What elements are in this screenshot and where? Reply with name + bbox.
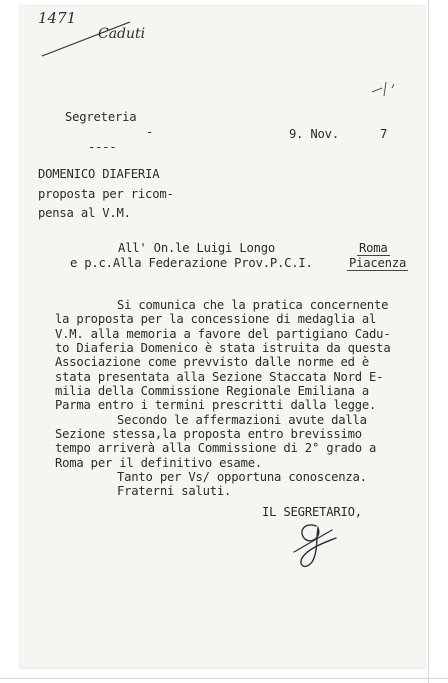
body-line-8: Parma entro i termini prescritti dalla legge. — [55, 398, 377, 412]
subject-line-2: proposta per ricom- — [38, 187, 174, 201]
recipient-line-1: All' On.le Luigi Longo — [118, 241, 276, 255]
body-line-14: Fraterni saluti. — [117, 484, 232, 498]
body-line-12: Roma per il definitivo esame. — [55, 456, 262, 470]
office-dash: - — [146, 125, 154, 139]
letter-date: 9. Nov. — [289, 127, 339, 141]
body-line-3: V.M. alla memoria a favore del partigiano Cadu- — [55, 327, 391, 341]
signatory-title: IL SEGRETARIO, — [262, 505, 362, 519]
body-line-11: tempo arriverà alla Commissione di 2° grado a — [55, 441, 377, 455]
subject-line-1: DOMENICO DIAFERIA — [38, 167, 160, 181]
body-line-4: to Diaferia Domenico è stata istruita da questa — [55, 341, 391, 355]
recipient-city-2: Piacenza — [349, 256, 407, 270]
subject-line-3: pensa al V.M. — [38, 206, 131, 220]
body-line-13: Tanto per Vs/ opportuna conoscenza. — [117, 470, 367, 484]
body-line-7: milia della Commissione Regionale Emiliana a — [55, 384, 370, 398]
recipient-line-2: e p.c.Alla Federazione Prov.P.C.I. — [70, 256, 313, 270]
recipient-city-1: Roma — [359, 241, 388, 255]
body-line-9: Secondo le affermazioni avute dalla — [117, 413, 367, 427]
body-line-2: la proposta per la concessione di medaglia al — [55, 312, 377, 326]
date-fragment: 7 — [380, 127, 388, 141]
body-line-5: Associazione come prevvisto dalle norme ed è — [55, 355, 370, 369]
office-rule: ---- — [88, 140, 117, 154]
office-label: Segreteria — [65, 110, 137, 124]
handwritten-note: Caduti — [98, 26, 146, 42]
body-line-6: stata presentata alla Sezione Staccata Nord E- — [55, 370, 384, 384]
handwritten-number: 1471 — [38, 9, 77, 27]
body-line-10: Sezione stessa,la proposta entro brevissimo — [55, 427, 362, 441]
body-line-1: Si comunica che la pratica concernente — [117, 298, 389, 312]
